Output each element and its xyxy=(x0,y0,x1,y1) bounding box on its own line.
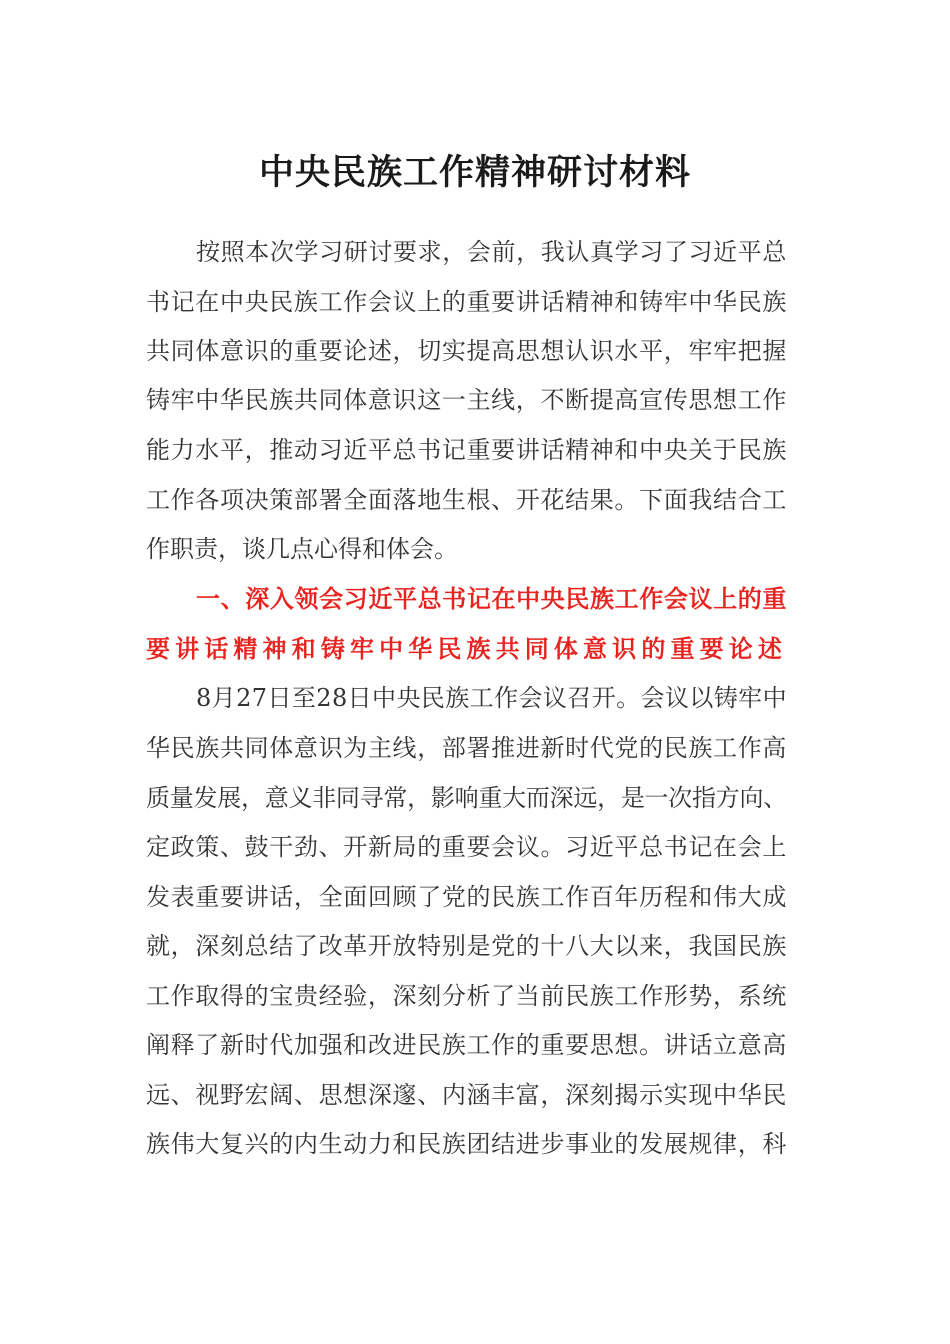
line-text: 作职责，谈几点心得和体会。 xyxy=(146,535,458,563)
section-heading-line xyxy=(0,574,950,624)
paragraph-line xyxy=(0,921,950,971)
line-text: 定政策、鼓干劲、开新局的重要会议。习近平总书记在会上 xyxy=(146,833,787,861)
paragraph-line xyxy=(0,524,950,574)
paragraph-line xyxy=(0,822,950,872)
paragraph-line xyxy=(0,277,950,327)
line-text: 铸牢中华民族共同体意识这一主线，不断提高宣传思想工作 xyxy=(146,386,787,414)
paragraph-line xyxy=(0,673,950,723)
line-text: 8月27日至28日中央民族工作会议召开。会议以铸牢中 xyxy=(196,684,787,712)
paragraph-line xyxy=(0,773,950,823)
line-text: 族伟大复兴的内生动力和民族团结进步事业的发展规律，科 xyxy=(146,1130,787,1158)
section-heading-text: 一、深入领会习近平总书记在中央民族工作会议上的重 xyxy=(196,585,787,613)
paragraph-line xyxy=(0,971,950,1021)
paragraph-line xyxy=(0,326,950,376)
paragraph-line xyxy=(0,375,950,425)
line-text: 质量发展，意义非同寻常，影响重大而深远，是一次指方向、 xyxy=(146,784,787,812)
line-text: 工作取得的宝贵经验，深刻分析了当前民族工作形势，系统 xyxy=(146,982,787,1010)
line-text: 工作各项决策部署全面落地生根、开花结果。下面我结合工 xyxy=(146,486,787,514)
line-text: 远、视野宏阔、思想深邃、内涵丰富，深刻揭示实现中华民 xyxy=(146,1081,787,1109)
document-title: 中央民族工作精神研讨材料 xyxy=(258,152,691,193)
section-heading-line xyxy=(0,624,950,674)
paragraph-line xyxy=(0,425,950,475)
line-text: 华民族共同体意识为主线，部署推进新时代党的民族工作高 xyxy=(146,734,787,762)
line-text: 书记在中央民族工作会议上的重要讲话精神和铸牢中华民族 xyxy=(146,288,787,316)
line-text: 阐释了新时代加强和改进民族工作的重要思想。讲话立意高 xyxy=(146,1031,787,1059)
section-heading-text: 要讲话精神和铸牢中华民族共同体意识的重要论述 xyxy=(146,635,787,663)
paragraph-line xyxy=(0,1070,950,1120)
line-text: 按照本次学习研讨要求，会前，我认真学习了习近平总 xyxy=(196,238,787,266)
paragraph-line xyxy=(0,475,950,525)
paragraph-line xyxy=(0,1020,950,1070)
line-text: 发表重要讲话，全面回顾了党的民族工作百年历程和伟大成 xyxy=(146,883,787,911)
line-text: 共同体意识的重要论述，切实提高思想认识水平，牢牢把握 xyxy=(146,337,787,365)
line-text: 能力水平，推动习近平总书记重要讲话精神和中央关于民族 xyxy=(146,436,787,464)
paragraph-line xyxy=(0,723,950,773)
paragraph-line xyxy=(0,872,950,922)
paragraph-line xyxy=(0,227,950,277)
line-text: 就，深刻总结了改革开放特别是党的十八大以来，我国民族 xyxy=(146,932,787,960)
paragraph-line xyxy=(0,1119,950,1169)
